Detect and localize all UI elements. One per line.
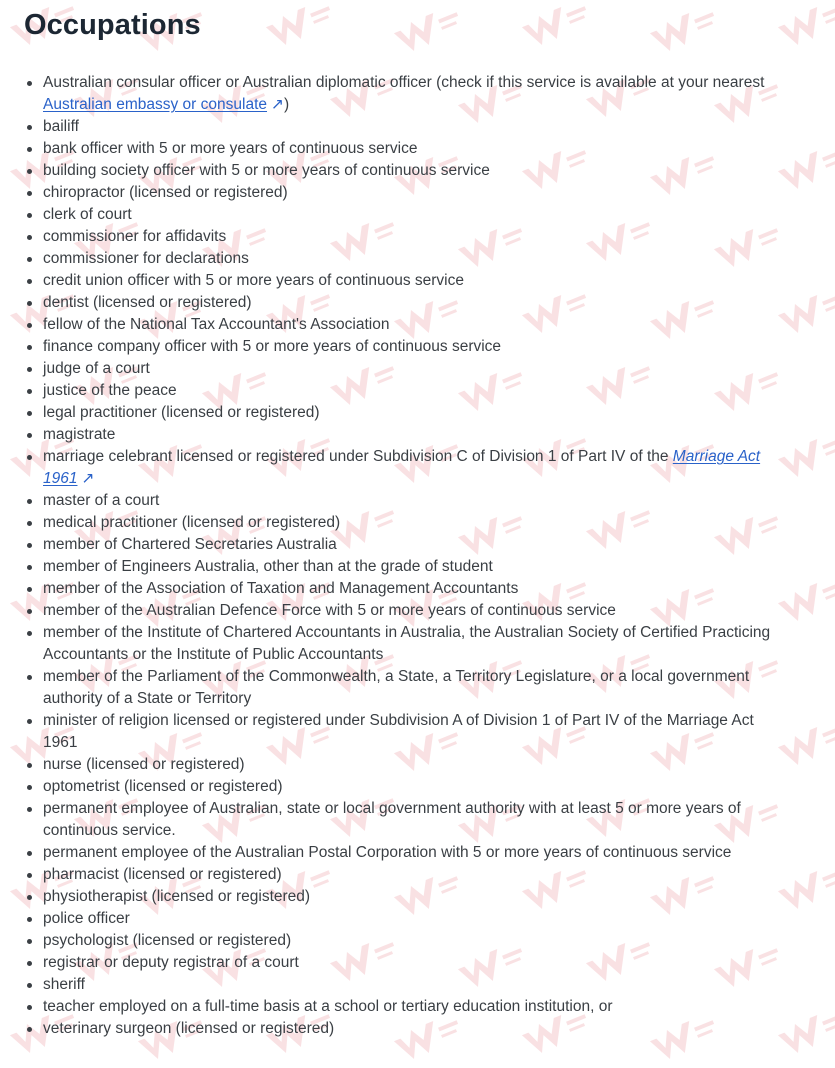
list-item: member of the Association of Taxation and Management Accountants	[24, 578, 784, 600]
list-item: legal practitioner (licensed or registered)	[24, 402, 784, 424]
external-link-icon: ↗	[81, 470, 95, 487]
external-link-label: Australian embassy or consulate	[43, 96, 268, 113]
list-item: commissioner for declarations	[24, 248, 784, 270]
list-item: building society officer with 5 or more years of continuous service	[24, 160, 784, 182]
list-item: physiotherapist (licensed or registered)	[24, 886, 784, 908]
list-item: magistrate	[24, 424, 784, 446]
list-item: justice of the peace	[24, 380, 784, 402]
list-item: minister of religion licensed or registered under Subdivision A of Division 1 of Part IV of the Marriage Act 1961	[24, 710, 784, 754]
list-item: teacher employed on a full-time basis at a school or tertiary education institution, or	[24, 996, 784, 1018]
list-item: sheriff	[24, 974, 784, 996]
list-item-text: marriage celebrant licensed or registered under Subdivision C of Division 1 of Part IV of the	[43, 448, 673, 465]
list-item: police officer	[24, 908, 784, 930]
list-item: dentist (licensed or registered)	[24, 292, 784, 314]
list-item-text: Australian consular officer or Australian diplomatic officer (check if this service is available at your nearest	[43, 74, 765, 91]
list-item: finance company officer with 5 or more years of continuous service	[24, 336, 784, 358]
list-item: pharmacist (licensed or registered)	[24, 864, 784, 886]
external-link-label: Marriage Act 1961	[43, 448, 761, 487]
list-item: commissioner for affidavits	[24, 226, 784, 248]
list-item: permanent employee of the Australian Postal Corporation with 5 or more years of continuous service	[24, 842, 784, 864]
list-item: member of the Australian Defence Force with 5 or more years of continuous service	[24, 600, 784, 622]
list-item: member of the Parliament of the Commonwealth, a State, a Territory Legislature, or a local government authority of a State or Territory	[24, 666, 784, 710]
list-item	[24, 446, 784, 490]
list-item: bailiff	[24, 116, 784, 138]
list-item: registrar or deputy registrar of a court	[24, 952, 784, 974]
list-item: psychologist (licensed or registered)	[24, 930, 784, 952]
list-item: medical practitioner (licensed or registered)	[24, 512, 784, 534]
list-item: fellow of the National Tax Accountant's Association	[24, 314, 784, 336]
list-item: member of Engineers Australia, other than at the grade of student	[24, 556, 784, 578]
list-item: credit union officer with 5 or more years of continuous service	[24, 270, 784, 292]
list-item: bank officer with 5 or more years of continuous service	[24, 138, 784, 160]
external-link[interactable]	[43, 96, 284, 113]
list-item: chiropractor (licensed or registered)	[24, 182, 784, 204]
list-item: judge of a court	[24, 358, 784, 380]
external-link-icon: ↗	[271, 96, 285, 113]
list-item: clerk of court	[24, 204, 784, 226]
list-item: permanent employee of Australian, state or local government authority with at least 5 or more years of continuous service.	[24, 798, 784, 842]
list-item-text: )	[284, 96, 290, 113]
list-item: veterinary surgeon (licensed or registered)	[24, 1018, 784, 1040]
list-item: member of the Institute of Chartered Accountants in Australia, the Australian Society of Certified Practicing Accountants or the Institute of Public Accountants	[24, 622, 784, 666]
list-item	[24, 72, 784, 116]
list-item: nurse (licensed or registered)	[24, 754, 784, 776]
occupations-list	[24, 72, 784, 1040]
list-item: optometrist (licensed or registered)	[24, 776, 784, 798]
list-item: master of a court	[24, 490, 784, 512]
page-title: Occupations	[24, 9, 201, 41]
list-item: member of Chartered Secretaries Australia	[24, 534, 784, 556]
